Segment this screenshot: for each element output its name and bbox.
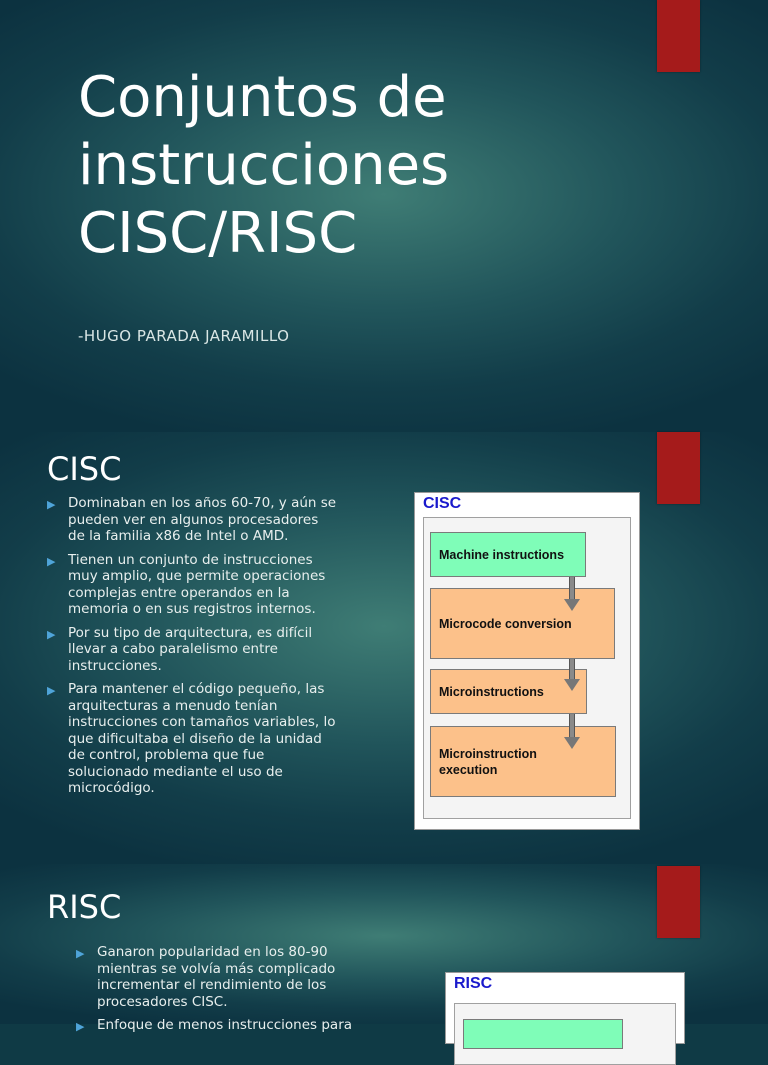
author-subtitle: -HUGO PARADA JARAMILLO (78, 327, 290, 345)
risc-diagram (445, 972, 685, 1044)
triangle-right-icon: ▶ (47, 627, 56, 641)
step-machine-instructions: Machine instructions (430, 532, 586, 577)
list-item (76, 944, 366, 1010)
bullet-text: Para mantener el código pequeño, las arquitecturas a menudo tenían instrucciones con tamaños variables, lo que dificultaba el diseño de la unidad de control, problema que fue solucionado mediante el uso de microcódigo. (68, 681, 336, 796)
flow-arrow (567, 577, 577, 612)
step-microinstructions: Microinstructions (430, 669, 587, 714)
list-item (47, 495, 337, 545)
flow-arrow (567, 659, 577, 692)
bullet-text: Dominaban en los años 60-70, y aún se pueden ver en algunos procesadores de la familia x86 de Intel o AMD. (68, 495, 337, 544)
risc-step-box (463, 1019, 623, 1049)
triangle-right-icon: ▶ (47, 498, 56, 511)
bullet-text: Enfoque de menos instrucciones para (97, 1017, 353, 1033)
diagram-title: CISC (423, 495, 462, 512)
section-title-cisc: CISC (47, 450, 122, 488)
list-item (47, 625, 337, 675)
title-slide (0, 0, 768, 432)
cisc-diagram (414, 492, 640, 830)
section-title-risc: RISC (47, 888, 122, 926)
step-microinstruction-execution: Microinstruction execution (430, 726, 616, 797)
cisc-bullet-list (47, 495, 337, 804)
bullet-text: Ganaron popularidad en los 80-90 mientras se volvía más complicado incrementar el rendimiento de los procesadores CISC. (97, 944, 336, 1010)
bullet-text: Por su tipo de arquitectura, es difícil llevar a cabo paralelismo entre instrucciones. (68, 624, 313, 674)
diagram-title: RISC (454, 975, 493, 992)
list-item (47, 681, 337, 797)
triangle-right-icon: ▶ (76, 1020, 85, 1033)
triangle-right-icon: ▶ (47, 554, 56, 568)
triangle-right-icon: ▶ (76, 947, 85, 960)
red-accent-tab (657, 0, 700, 72)
red-accent-tab (657, 432, 700, 504)
triangle-right-icon: ▶ (47, 684, 56, 697)
flow-arrow (567, 714, 577, 751)
list-item (76, 1017, 366, 1034)
step-microcode-conversion: Microcode conversion (430, 588, 615, 659)
risc-bullet-list (76, 944, 366, 1041)
list-item (47, 552, 337, 618)
presentation-title: Conjuntos de instrucciones CISC/RISC (78, 65, 450, 266)
bullet-text: Tienen un conjunto de instrucciones muy amplio, que permite operaciones complejas entre operandos en la memoria o en sus registros internos. (68, 551, 326, 617)
red-accent-tab (657, 866, 700, 938)
risc-slide (0, 864, 768, 1033)
cisc-slide (0, 432, 768, 864)
